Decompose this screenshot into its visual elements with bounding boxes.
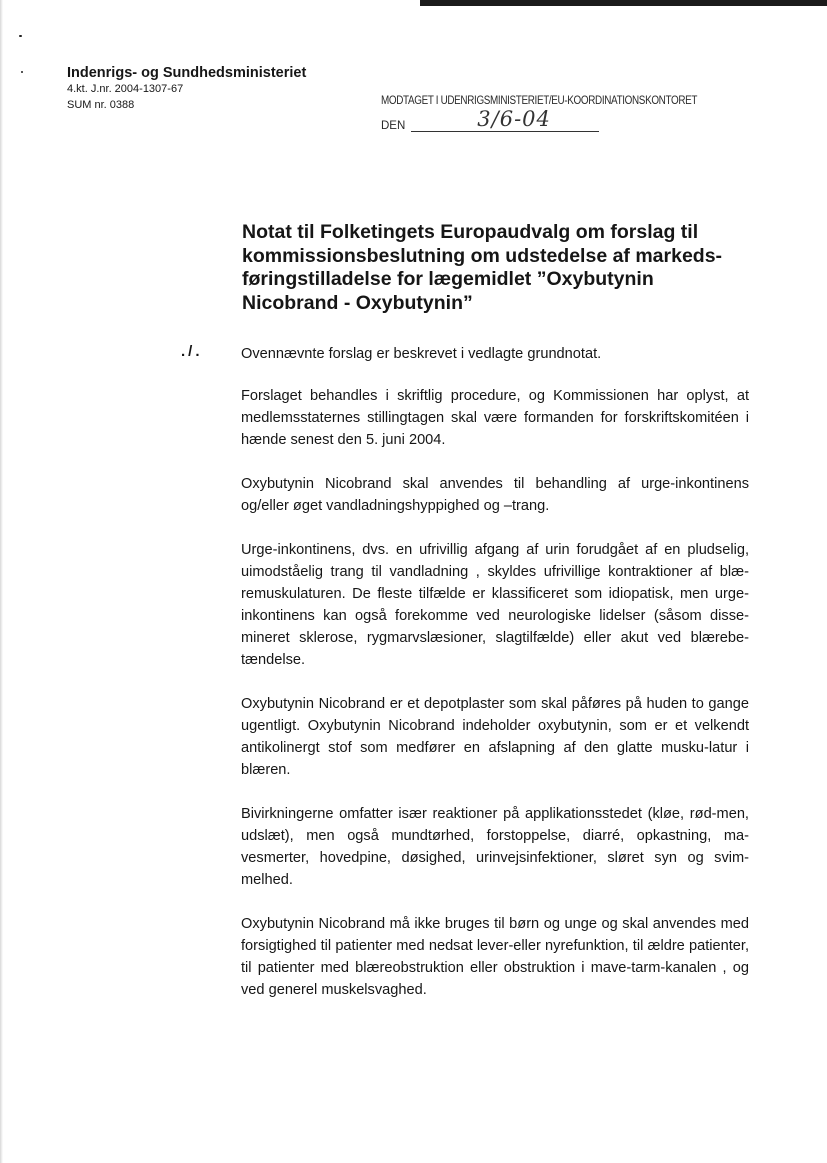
body-paragraph: Urge-inkontinens, dvs. en ufrivillig afgang af urin forudgået af en pludselig, uimodståelig trang til vandladning , skyldes ufrivillige kontraktioner af blæ-remuskulaturen. De fleste tilfælde er klassificeret som idiopatisk, men urge-inkontinens kan også forekomme ved neurologiske lidelser (såsom disse-mineret sklerose, rygmarvslæsioner, slagtilfælde) eller akut ved blærebe-tændelse. xyxy=(241,542,749,668)
date-label: DEN xyxy=(381,120,406,132)
case-number: 4.kt. J.nr. 2004-1307-67 xyxy=(67,83,184,95)
body-paragraph: Ovennævnte forslag er beskrevet i vedlagte grundnotat. xyxy=(241,346,602,362)
scan-speck xyxy=(21,71,23,73)
received-stamp: MODTAGET I UDENRIGSMINISTERIET/EU-KOORDINATIONSKONTORET xyxy=(381,95,698,107)
scan-edge-left xyxy=(0,0,3,1163)
handwritten-date: 3/6-04 xyxy=(477,107,551,131)
ministry-header xyxy=(67,65,306,113)
body-paragraph: Oxybutynin Nicobrand skal anvendes til behandling af urge-inkontinens og/eller øget vandladningshyppighed og –trang. xyxy=(241,476,749,514)
scan-speck xyxy=(19,35,22,37)
date-underline xyxy=(411,107,599,132)
body-paragraph: Oxybutynin Nicobrand må ikke bruges til børn og unge og skal anvendes med forsigtighed til patienter med nedsat lever-eller nyrefunktion, til ældre patienter, til patienter med blæreobstruktion eller obstruktion i mave-tarm-kanalen , og ved generel muskelsvaghed. xyxy=(241,916,749,998)
ministry-name: Indenrigs- og Sundhedsministeriet xyxy=(67,65,307,81)
attachment-marker: ./. xyxy=(181,343,203,360)
body-paragraph: Forslaget behandles i skriftlig procedure, og Kommissionen har oplyst, at medlemsstaternes stillingtagen skal være formanden for forskriftskomitéen i hænde senest den 5. juni 2004. xyxy=(241,388,749,448)
body-paragraph: Oxybutynin Nicobrand er et depotplaster som skal påføres på huden to gange ugentligt. Oxybutynin Nicobrand indeholder oxybutynin, som er et velkendt antikolinergt stof som medfører en afslapning af den glatte musku-latur i blæren. xyxy=(241,696,749,778)
received-date-line xyxy=(381,107,599,132)
document-body xyxy=(241,343,749,1023)
sum-number: SUM nr. 0388 xyxy=(67,99,135,111)
scan-edge-top xyxy=(420,0,827,6)
document-title: Notat til Folketingets Europaudvalg om forslag til kommissionsbeslutning om udstedelse af markeds-føringstilladelse for lægemidlet ”Oxybutynin Nicobrand - Oxybutynin” xyxy=(242,221,723,314)
body-paragraph: Bivirkningerne omfatter især reaktioner på applikationsstedet (kløe, rød-men, udslæt), men også mundtørhed, forstoppelse, diarré, opkastning, ma-vesmerter, hovedpine, døsighed, urinvejsinfektioner, sløret syn og svim-melhed. xyxy=(241,806,749,888)
